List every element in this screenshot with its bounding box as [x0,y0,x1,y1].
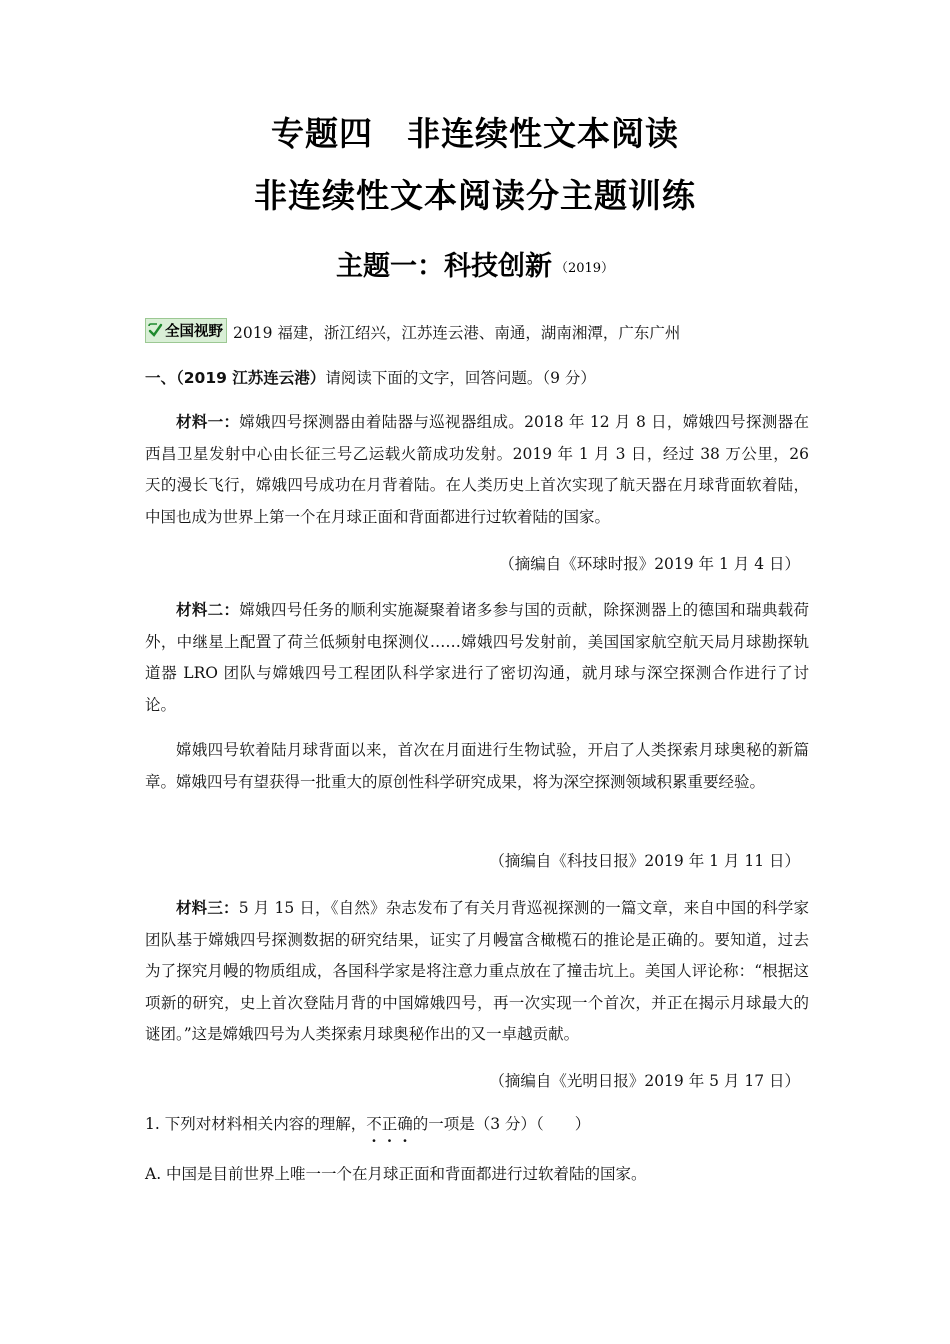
section-number: 一、 [145,369,177,387]
material-2-paragraph [145,595,809,721]
section-source-tag: （2019 江苏连云港） [176,369,326,387]
section-heading [145,366,810,388]
material-1-label: 材料一： [176,413,240,431]
option-a: A. 中国是目前世界上唯一一个在月球正面和背面都进行过软着陆的国家。 [145,1165,647,1183]
national-view-text: 2019 福建，浙江绍兴，江苏连云港、南通，湖南湘潭，广东广州 [233,324,681,342]
material-2-paragraph-2: 嫦娥四号软着陆月球背面以来，首次在月面进行生物试验，开启了人类探索月球奥秘的新篇章。嫦娥四号有望获得一批重大的原创性科学研究成果，将为深空探测领域积累重要经验。 [145,741,809,791]
national-view-row [145,318,810,343]
question-1-suffix: 的一项是（3 分）（ ） [412,1115,591,1133]
material-3-paragraph [145,893,809,1051]
section-instruction: 请阅读下面的文字，回答问题。（9 分） [325,369,596,387]
material-3-text: 5 月 15 日，《自然》杂志发布了有关月背巡视探测的一篇文章，来自中国的科学家团队基于嫦娥四号探测数据的研究结果，证实了月幔富含橄榄石的推论是正确的。要知道，过去为了探究月幔的物质组成，各国科学家是将注意力重点放在了撞击坑上。美国人评论称：“根据这项新的研究，史上首次登陆月背的中国嫦娥四号，再一次实现一个首次，并正在揭示月球最大的谜团。”这是嫦娥四号为人类探索月球奥秘作出的又一卓越贡献。 [145,899,809,1043]
question-1-emphasis-1: 不 [366,1115,382,1133]
check-logo-icon [148,323,163,338]
page-title: 专题四 非连续性文本阅读 [271,114,679,153]
topic-heading [0,244,950,283]
topic-text: 主题一：科技创新 [335,251,552,282]
material-3-source: （摘编自《光明日报》2019 年 5 月 17 日） [489,1072,800,1090]
question-1-emphasis-2: 正 [381,1115,398,1133]
material-2-label: 材料二： [176,601,240,619]
topic-year: （2019） [554,261,615,276]
national-view-badge [145,318,227,343]
material-1-paragraph [145,407,825,533]
national-view-label: 全国视野 [165,324,223,340]
material-2-text: 嫦娥四号任务的顺利实施凝聚着诸多参与国的贡献，除探测器上的德国和瑞典载荷外，中继星上配置了荷兰低频射电探测仪……嫦娥四号发射前，美国国家航空航天局月球勘探轨道器 LRO 团队与嫦娥四号工程团队科学家进行了密切沟通，就月球与深空探测合作进行了讨论。 [145,601,809,714]
material-1-source: （摘编自《环球时报》2019 年 1 月 4 日） [499,555,800,573]
question-1-emphasis-3: 确 [397,1115,413,1133]
material-2-source: （摘编自《科技日报》2019 年 1 月 11 日） [489,852,800,870]
material-1-text: 嫦娥四号探测器由着陆器与巡视器组成。2018 年 12 月 8 日，嫦娥四号探测器在西昌卫星发射中心由长征三号乙运载火箭成功发射。2019 年 1 月 3 日，经过 38 万公里，26 天的漫长飞行，嫦娥四号成功在月背着陆。在人类历史上首次实现了航天器在月球背面软着陆，中国也成为世界上第一个在月球正面和背面都进行过软着陆的国家。 [145,413,825,526]
question-1 [145,1112,810,1134]
page-subtitle: 非连续性文本阅读分主题训练 [254,176,696,215]
material-3-label: 材料三： [176,899,239,917]
question-1-prefix: 1. 下列对材料相关内容的理解， [145,1115,367,1133]
